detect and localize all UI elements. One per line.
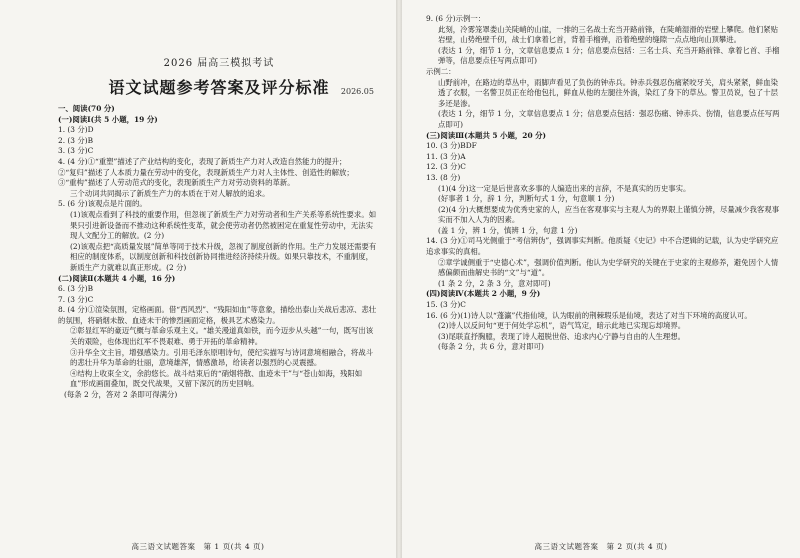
answer-line: 16. (6 分)(1)诗人以“蓬瀛”代指仙境，认为眼前的荆棘瑕乐是仙境，表达了对当下环境的高度认可。 (426, 310, 752, 320)
answer-line: 示例二： (426, 66, 456, 76)
answer-line: 三个动词共同揭示了新质生产力的本质在于对人解放的追求。 (70, 188, 270, 198)
answer-line: 1. (3 分)D (58, 125, 94, 135)
answer-line: (3)尾联直抒胸臆，表现了诗人超脱世俗、追求内心宁静与自由的人生理想。 (438, 331, 685, 341)
answer-line: (每条 2 分，答对 2 条即可得满分) (64, 390, 178, 400)
answer-line: 14. (3 分)①司马光侧重于“考信辨伪”，强调事实判断。他质疑《史记》中不合逻辑的记载，认为史学研究应追求事实的真相。 (426, 236, 779, 257)
answer-line: (2)该观点把“高质量发展”简单等同于技术升级，忽视了制度创新的作用。生产力发展还需要有相应的制度体系，以制度创新和科技创新协同推进经济持续升级。如果只靠技术，不重制度，新质生产力就难以真正形成。(2 分) (70, 241, 377, 272)
answer-line: (1)该观点看到了科技的重要作用，但忽视了新质生产力对劳动者和生产关系等系统性要求。如果只引进新设备而不推动这种系统性变革，就会使劳动者仍然被困定在重复性劳动中，无法实现人文配分工的解放。(2 分) (70, 209, 377, 241)
answer-line: 13. (8 分) (426, 172, 461, 182)
answer-page-2 (402, 0, 800, 558)
answer-line: 10. (3 分)BDF (426, 141, 477, 151)
answer-line: 7. (3 分)C (58, 294, 94, 304)
answer-line: (每条 2 分，共 6 分，意对即可) (438, 342, 544, 352)
answer-line: ②彰显红军的豪迈气概与革命乐观主义。“雄关漫道真如铁，而今迈步从头越”一句，既写出该关的艰险，也体现出红军不畏艰难、勇于开拓的革命精神。 (70, 326, 374, 347)
page-footer-1: 高三语文试题答案 第 1 页(共 4 页) (131, 542, 265, 551)
answer-line: (表达 1 分，细节 1 分，文章信息要点 1 分；信息要点包括：强忍伤痛、钟赤兵、伤情，信息要点任写两点即可) (438, 109, 780, 129)
answer-list-page-1 (58, 104, 380, 401)
answer-line: (二)阅读Ⅱ(本题共 4 小题，16 分) (58, 273, 176, 283)
answer-line: ②“复归”描述了人本质力量在劳动中的变化，表现新质生产力对人主体性、创造性的解放； (58, 167, 354, 177)
answer-line: 15. (3 分)C (426, 300, 466, 310)
page-footer-2: 高三语文试题答案 第 2 页(共 4 页) (534, 542, 668, 551)
answer-line: 一、阅读(70 分) (58, 104, 115, 113)
answer-line: ②章学诚侧重于“史德心术”，强调价值判断。他认为史学研究的关键在于史家的主观修养，避免因个人情感偏颇而曲解史书的“文”与“道”。 (438, 257, 779, 278)
answer-line: 9. (6 分)示例一： (426, 14, 486, 23)
answer-line: 5. (6 分)该观点是片面的。 (58, 199, 147, 209)
answer-line: (一)阅读Ⅰ(共 5 小题，19 分) (58, 114, 158, 124)
answer-line: 11. (3 分)A (426, 151, 466, 161)
answer-line: 12. (3 分)C (426, 162, 466, 172)
title-row (58, 75, 380, 98)
answer-line: (2)(4 分)大概想要成为优秀史家的人，应当在客观事实与主观人为的界限上谨慎分辨，尽量减少我客观事实而不加入人为的因素。 (438, 204, 780, 225)
answer-line: (1 条 2 分，2 条 3 分，意对即可) (438, 278, 551, 288)
answer-line: 山野前冲，在路边的草丛中，雨脚声看见了负伤的钟赤兵。钟赤兵强忍伤痛紧咬牙关，肩头紧紧，鲜血染透了衣服，一名警卫员正在给他包扎，鲜血从他的左腿往外淌，染红了身下的草丛。警卫员说，包了十层多还是渗。 (438, 77, 778, 108)
answer-line: (2)诗人以反问句“更于何处学忘机”，语气笃定，暗示此地已实现忘却境界。 (438, 321, 686, 331)
answer-line: 4. (4 分)①“重塑”描述了产业结构的变化，表现了新质生产力对人改造自然能力的提升； (58, 156, 347, 166)
answer-line: 2. (3 分)B (58, 135, 94, 145)
answer-page-1 (0, 0, 396, 558)
answer-line: 6. (3 分)B (58, 284, 94, 294)
answer-line: 此刻，冷雾笼罩娄山关陡峭的山崖，一排的三名战士充当开路前锋，在陡峭湿滑的岩壁上攀爬。他们紧贴岩壁，山势绝壁千仞，战士们拿着匕首，背着手榴弹，沿着绝壁的缝隙一点点地向山顶攀进。 (438, 24, 778, 45)
answer-list-page-2 (426, 14, 780, 353)
document-date: 2026.05 (340, 87, 374, 96)
answer-line: ③“重构”描述了人劳动范式的变化，表现新质生产力对劳动资料的革新。 (58, 178, 295, 188)
answer-line: (好事者 1 分，辞 1 分，判断句式 1 分，句意顺 1 分) (438, 194, 615, 204)
answer-line: 8. (4 分)①渲染氛围，定格画面。借“西风烈”、“残阳如血”等意象，描绘出泰山关战后悲凉、悲壮的氛围，将硝烟未散、血迹未干的惨烈画面定格，极具艺术感染力。 (58, 305, 377, 325)
answer-line: (四)阅读Ⅳ(本题共 2 小题，9 分) (426, 289, 541, 299)
answer-line: (三)阅读Ⅲ(本题共 5 小题，20 分) (426, 130, 547, 140)
answer-line: ④结构上收束全文，余韵悠长。战斗结束后的“硝烟将散、血迹未干”与“苍山如海，残阳如血”形成画面叠加，既交代战果，又留下深沉的历史回响。 (70, 368, 363, 389)
answer-line: ③升华全文主旨，增强感染力。引用毛泽东原唱诗句，使纪实描写与诗词意境相融合，将战斗的悲壮升华为革命的壮丽，意境雄浑，情感激昂，给读者以强烈的心灵震撼。 (70, 347, 374, 368)
answer-line: (盖 1 分，辨 1 分，慎辨 1 分，句意 1 分) (438, 225, 578, 235)
document-title: 语文试题参考答案及评分标准 (108, 78, 330, 97)
answer-line: (表达 1 分，细节 1 分，文章信息要点 1 分；信息要点包括：三名士兵、充当开路前锋、拿着匕首、手榴弹等，信息要点任写两点即可) (438, 45, 780, 66)
answer-line: (1)(4 分)这一定是后世喜欢多事的人编造出来的言辞，不是真实的历史事实。 (438, 183, 691, 193)
answer-line: 3. (3 分)C (58, 146, 94, 156)
exam-subtitle: 2026 届高三模拟考试 (163, 58, 275, 69)
